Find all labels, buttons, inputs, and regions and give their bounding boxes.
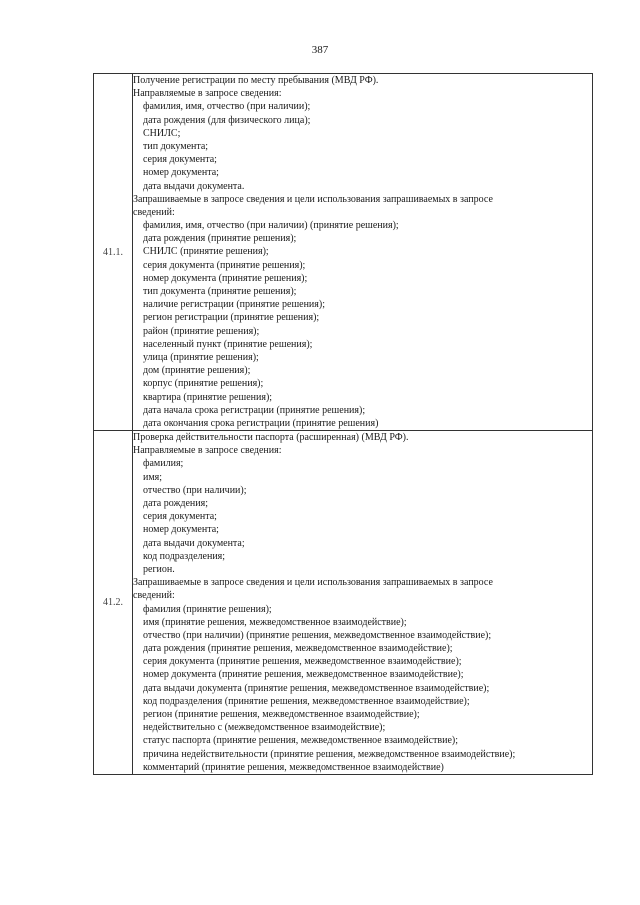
table-row — [94, 74, 593, 431]
list-item: регион. — [143, 563, 175, 575]
page-number: 387 — [311, 44, 329, 56]
list-item: серия документа (принятие решения); — [143, 259, 306, 271]
list-item: дата рождения (для физического лица); — [143, 114, 311, 126]
list-item: имя; — [143, 471, 163, 483]
list-item: дата выдачи документа; — [143, 537, 245, 549]
list-item: регион регистрации (принятие решения); — [143, 312, 320, 324]
list-item: отчество (при наличии) (принятие решения, межведомственное взаимодействие); — [143, 629, 492, 641]
list-item: дата выдачи документа. — [143, 180, 245, 192]
list-item: номер документа (принятие решения, межведомственное взаимодействие); — [143, 669, 464, 681]
list-item: комментарий (принятие решения, межведомственное взаимодействие) — [143, 761, 444, 773]
list-item: фамилия, имя, отчество (при наличии); — [143, 101, 311, 113]
section-heading: Проверка действительности паспорта (расширенная) (МВД РФ). — [133, 432, 409, 444]
list-item: серия документа; — [143, 511, 217, 523]
list-item: номер документа (принятие решения); — [143, 272, 308, 284]
section-heading: Направляемые в запросе сведения: — [133, 445, 282, 457]
list-item: тип документа (принятие решения); — [143, 286, 297, 297]
section-heading: Получение регистрации по месту пребывания (МВД РФ). — [133, 75, 379, 86]
section-heading: Запрашиваемые в запросе сведения и цели использования запрашиваемых в запросе — [133, 577, 493, 589]
list-item: имя (принятие решения, межведомственное взаимодействие); — [143, 616, 407, 628]
list-item: отчество (при наличии); — [143, 484, 247, 496]
list-item: наличие регистрации (принятие решения); — [143, 299, 325, 311]
table-body — [94, 74, 593, 775]
list-item: фамилия; — [143, 458, 184, 470]
row-content — [133, 74, 593, 431]
list-item: тип документа; — [143, 140, 209, 152]
requirements-table — [93, 73, 593, 775]
section-heading: Запрашиваемые в запросе сведения и цели использования запрашиваемых в запросе — [133, 193, 493, 205]
list-item: корпус (принятие решения); — [143, 378, 264, 390]
list-item: статус паспорта (принятие решения, межведомственное взаимодействие); — [143, 735, 459, 747]
list-item: код подразделения; — [143, 550, 226, 562]
section-heading: сведений: — [133, 590, 175, 602]
list-item: недействительно с (межведомственное взаимодействие); — [143, 722, 386, 734]
list-item: дата начала срока регистрации (принятие решения); — [143, 404, 366, 416]
list-item: фамилия (принятие решения); — [143, 603, 272, 615]
list-item: дата окончания срока регистрации (принятие решения) — [143, 417, 379, 429]
list-item: дата выдачи документа (принятие решения, межведомственное взаимодействие); — [143, 682, 490, 694]
list-item: квартира (принятие решения); — [143, 391, 273, 403]
row-number: 41.1. — [94, 74, 133, 431]
list-item: номер документа; — [143, 167, 219, 179]
list-item: серия документа; — [143, 154, 217, 166]
table-row — [94, 431, 593, 775]
list-item: СНИЛС; — [143, 127, 181, 139]
list-item: населенный пункт (принятие решения); — [143, 338, 313, 350]
section-heading: сведений: — [133, 206, 175, 218]
row-content — [133, 431, 593, 775]
section-heading: Направляемые в запросе сведения: — [133, 88, 282, 100]
list-item: дата рождения; — [143, 498, 208, 509]
list-item: район (принятие решения); — [143, 325, 260, 337]
list-item: дата рождения (принятие решения, межведомственное взаимодействие); — [143, 643, 453, 655]
list-item: причина недействительности (принятие решения, межведомственное взаимодействие); — [143, 748, 516, 760]
list-item: номер документа; — [143, 524, 219, 536]
list-item: код подразделения (принятие решения, межведомственное взаимодействие); — [143, 695, 470, 707]
list-item: дата рождения (принятие решения); — [143, 233, 297, 245]
list-item: регион (принятие решения, межведомственное взаимодействие); — [143, 709, 420, 720]
row-number: 41.2. — [94, 431, 133, 775]
list-item: дом (принятие решения); — [143, 365, 251, 377]
list-item: улица (принятие решения); — [143, 351, 259, 363]
list-item: СНИЛС (принятие решения); — [143, 246, 269, 258]
list-item: фамилия, имя, отчество (при наличии) (принятие решения); — [143, 220, 399, 232]
list-item: серия документа (принятие решения, межведомственное взаимодействие); — [143, 656, 462, 668]
